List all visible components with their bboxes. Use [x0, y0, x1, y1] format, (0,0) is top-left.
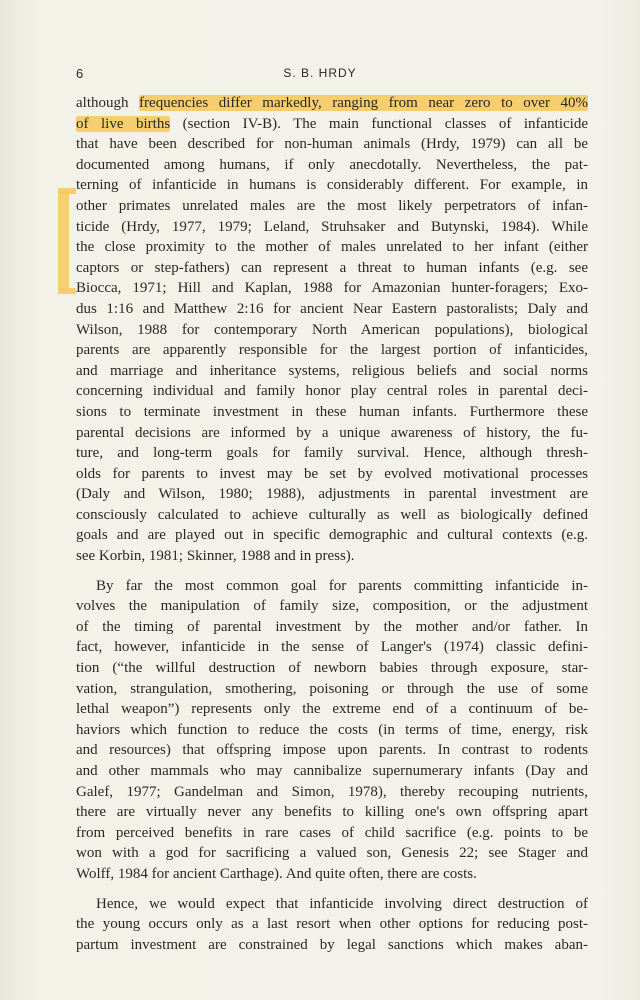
text-line — [76, 114, 588, 135]
text-segment: By far the most common goal for parents committing infanticide in- — [96, 577, 588, 594]
text-line — [76, 823, 588, 844]
text-segment: Wilson, 1988 for contemporary North American populations), biological — [76, 321, 588, 338]
text-line — [76, 658, 588, 679]
text-line — [76, 740, 588, 761]
text-segment: concerning individual and family honor play central roles in parental deci- — [76, 383, 588, 400]
text-line — [76, 381, 588, 402]
highlighted-text: of live births — [76, 115, 171, 132]
text-segment: partum investment are constrained by legal sanctions which makes aban- — [76, 936, 588, 953]
highlighted-text: frequencies differ markedly, ranging from near zero to over 40% — [139, 95, 588, 111]
text-segment: that have been described for non-human animals (Hrdy, 1979) can all be — [76, 136, 588, 153]
text-segment: fact, however, infanticide in the sense of Langer's (1974) classic defini- — [76, 639, 588, 656]
text-line — [76, 782, 588, 803]
margin-highlight-bracket — [58, 191, 69, 291]
text-line — [76, 320, 588, 341]
text-segment: from perceived benefits in rare cases of child sacrifice (e.g. points to be — [76, 824, 588, 841]
running-head: S. B. HRDY — [283, 66, 357, 80]
margin-highlight-bracket-bottom — [58, 288, 76, 294]
text-segment: the close proximity to the mother of males unrelated to her infant (either — [76, 239, 588, 256]
text-segment: of the timing of parental investment by the mother and/or father. In — [76, 618, 588, 635]
text-segment: although — [76, 95, 140, 111]
text-segment: lethal weapon”) represents only the extreme end of a continuum of be- — [76, 701, 588, 718]
text-segment: olds for parents to invest may be set by evolved motivational processes — [76, 465, 588, 482]
text-segment: haviors which function to reduce the costs (in terms of time, energy, risk — [76, 721, 588, 738]
text-segment: and marriage and inheritance systems, religious beliefs and social norms — [76, 362, 588, 379]
text-line — [76, 278, 588, 299]
text-segment: (Daly and Wilson, 1980; 1988), adjustments in parental investment are — [76, 486, 588, 503]
paragraph — [76, 576, 588, 885]
text-segment: (section IV-B). The main functional classes of infanticide — [170, 115, 589, 132]
text-line — [76, 361, 588, 382]
text-line — [76, 299, 588, 320]
text-segment: parental decisions are informed by a unique awareness of history, the fu- — [76, 424, 588, 441]
text-line — [76, 576, 588, 597]
text-segment: the young occurs only as a last resort when other options for reducing post- — [76, 916, 588, 933]
text-segment: see Korbin, 1981; Skinner, 1988 and in press). — [76, 548, 355, 565]
text-segment: consciously calculated to achieve culturally as well as biologically defined — [76, 506, 588, 523]
text-line — [76, 484, 588, 505]
text-line — [76, 196, 588, 217]
text-line — [76, 720, 588, 741]
body-text — [76, 93, 588, 955]
text-line — [76, 935, 588, 956]
text-line — [76, 914, 588, 935]
text-segment: goals and are played out in specific demographic and cultural contexts (e.g. — [76, 527, 588, 544]
text-segment: dus 1:16 and Matthew 2:16 for ancient Near Eastern pastoralists; Daly and — [76, 300, 588, 317]
text-segment: documented among humans, if only anecdotally. Nevertheless, the pat- — [76, 156, 588, 173]
text-segment: ture, and long-term goals for family survival. Hence, although thresh- — [76, 445, 588, 462]
text-segment: there are virtually never any benefits to killing one's own offspring apart — [76, 804, 588, 821]
text-segment: and other mammals who may cannibalize supernumerary infants (Day and — [76, 763, 588, 779]
text-line — [76, 525, 588, 546]
text-line — [76, 505, 588, 526]
paragraph — [76, 894, 588, 956]
text-line — [76, 546, 588, 567]
text-line — [76, 93, 588, 114]
text-line — [76, 894, 588, 915]
text-line — [76, 155, 588, 176]
page-number: 6 — [76, 66, 84, 81]
text-line — [76, 699, 588, 720]
text-line — [76, 443, 588, 464]
text-segment: sions to terminate investment in these human infants. Furthermore these — [76, 403, 588, 420]
text-line — [76, 258, 588, 279]
text-segment: and resources) that offspring impose upon parents. In contrast to rodents — [76, 742, 588, 759]
text-segment: vation, strangulation, smothering, poisoning or through the use of some — [76, 680, 588, 697]
text-line — [76, 134, 588, 155]
text-line — [76, 843, 588, 864]
text-line — [76, 637, 588, 658]
text-line — [76, 761, 588, 782]
text-segment: Biocca, 1971; Hill and Kaplan, 1988 for Amazonian hunter-foragers; Exo- — [76, 280, 588, 297]
text-segment: terning of infanticide in humans is considerably different. For example, in — [76, 177, 588, 194]
text-segment: Hence, we would expect that infanticide involving direct destruction of — [96, 895, 588, 912]
text-line — [76, 340, 588, 361]
text-line — [76, 864, 588, 885]
text-line — [76, 237, 588, 258]
text-line — [76, 802, 588, 823]
text-segment: other primates unrelated males are the most likely perpetrators of infan- — [76, 197, 588, 214]
text-line — [76, 402, 588, 423]
text-line — [76, 175, 588, 196]
paragraph — [76, 93, 588, 567]
text-segment: Wolff, 1984 for ancient Carthage). And quite often, there are costs. — [76, 865, 477, 882]
text-line — [76, 617, 588, 638]
text-segment: tion (“the willful destruction of newborn babies through exposure, star- — [76, 660, 588, 677]
text-line — [76, 679, 588, 700]
text-line — [76, 464, 588, 485]
text-segment: parents are apparently responsible for the largest portion of infanticides, — [76, 342, 588, 359]
text-segment: won with a god for sacrificing a valued son, Genesis 22; see Stager and — [76, 845, 588, 862]
text-line — [76, 217, 588, 238]
text-segment: Galef, 1977; Gandelman and Simon, 1978), thereby recouping nutrients, — [76, 783, 588, 800]
text-segment: ticide (Hrdy, 1977, 1979; Leland, Struhsaker and Butynski, 1984). While — [76, 218, 588, 235]
text-line — [76, 423, 588, 444]
text-segment: volves the manipulation of family size, composition, or the adjustment — [76, 598, 588, 615]
text-segment: captors or step-fathers) can represent a threat to human infants (e.g. see — [76, 259, 588, 276]
text-line — [76, 596, 588, 617]
